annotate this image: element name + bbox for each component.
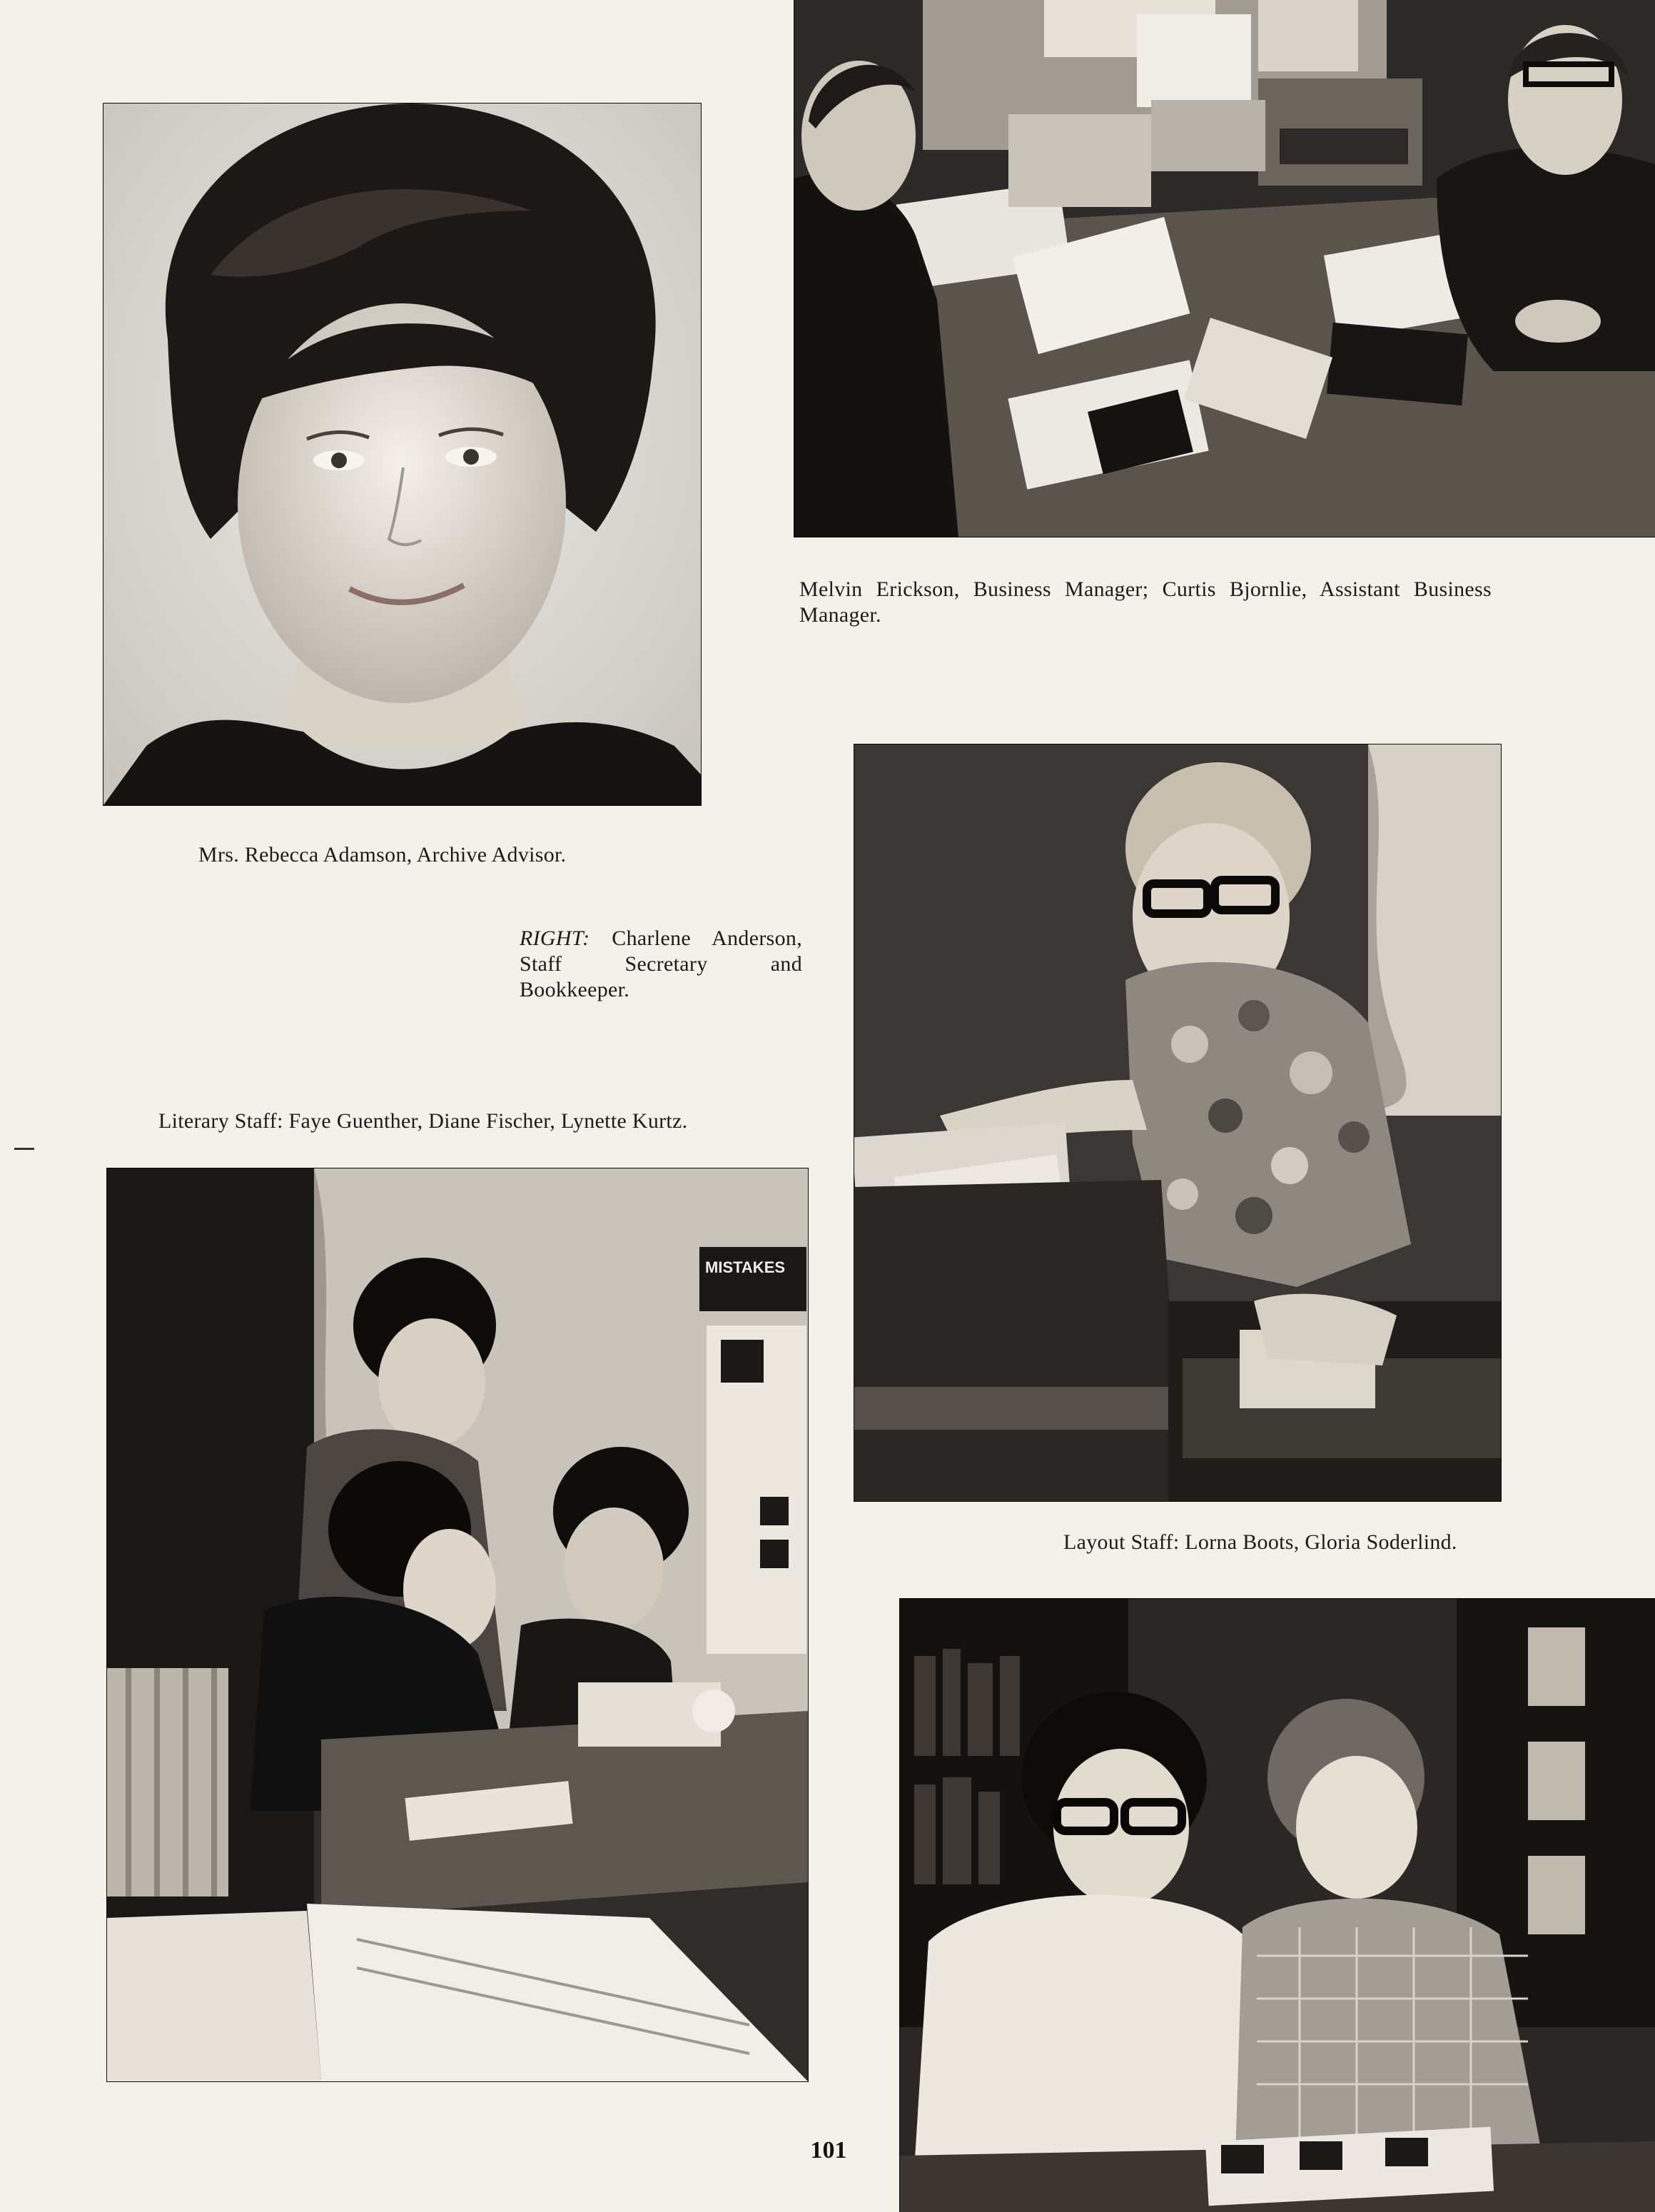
photo-business-managers [794, 0, 1655, 537]
caption-layout-staff: Layout Staff: Lorna Boots, Gloria Soderlind. [1063, 1530, 1457, 1554]
secretary-illustration [854, 744, 1501, 1501]
caption-secretary-text: Charlene Anderson, Staff Secretary and Bookkeeper. [520, 926, 802, 1001]
caption-advisor: Mrs. Rebecca Adamson, Archive Advisor. [198, 843, 567, 867]
page-number: 101 [810, 2137, 847, 2163]
caption-secretary-lead: RIGHT: [520, 926, 590, 950]
photo-staff-secretary [854, 744, 1501, 1501]
photo-advisor-portrait [103, 103, 701, 805]
photo-literary-staff [107, 1168, 808, 2081]
layout-illustration [900, 1599, 1655, 2212]
office-illustration [794, 0, 1655, 537]
literary-illustration [107, 1168, 808, 2081]
caption-business-managers: Melvin Erickson, Business Manager; Curtis Bjornlie, Assistant Business Manager. [799, 577, 1492, 627]
caption-staff-secretary [520, 926, 802, 1003]
portrait-illustration [103, 103, 701, 805]
poster-text: MISTAKES [705, 1258, 786, 1276]
margin-mark [14, 1148, 34, 1150]
photo-layout-staff [900, 1599, 1655, 2212]
caption-literary-staff: Literary Staff: Faye Guenther, Diane Fischer, Lynette Kurtz. [158, 1109, 688, 1133]
